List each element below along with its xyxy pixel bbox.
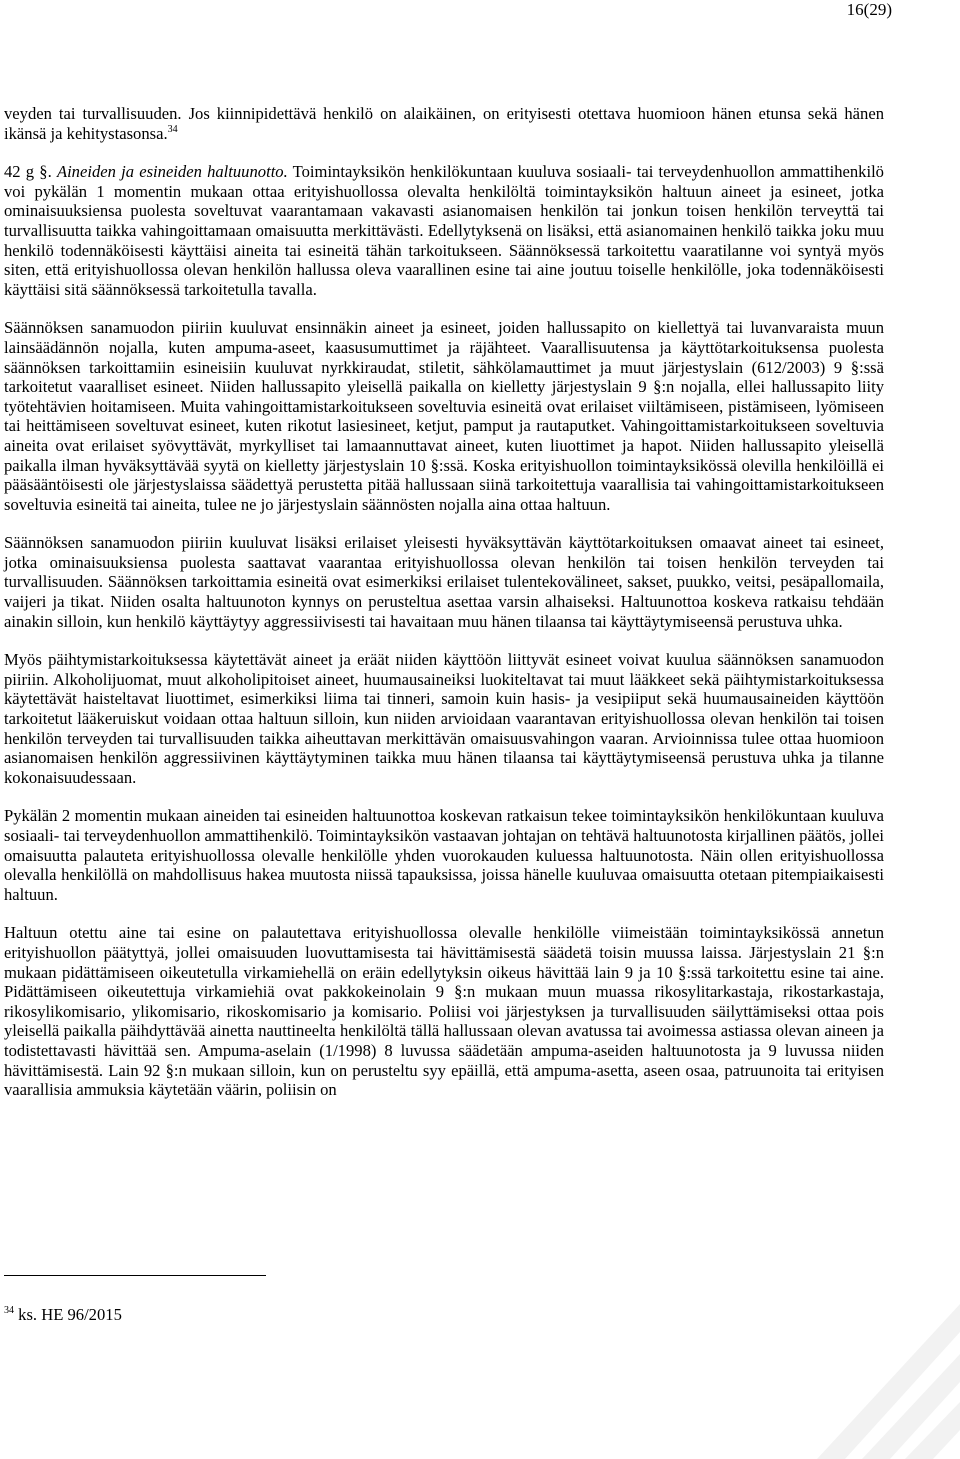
footnote-reference[interactable]: 34 — [167, 123, 178, 135]
footnote — [4, 1305, 122, 1325]
paragraph-decision-maker: Pykälän 2 momentin mukaan aineiden tai esineiden haltuunottoa koskevan ratkaisun tekee toimintayksikön henkilökuntaan kuuluva sosiaali- tai terveydenhuollon ammattihenkilö. Toimintayksikön vastaavan johtajan on tehtävä haltuunotosta kirjallinen päätös, jollei omaisuutta palauteta erityishuollossa olevalle henkilölle yhden vuorokauden kuluessa haltuunotosta. Näin ollen erityishuollossa olevalla henkilöllä on mahdollisuus hakea muutosta niissä tapauksissa, joissa hänelle kuuluvaa omaisuutta otetaan pitempiaikaisesti haltuun. — [4, 806, 884, 904]
footnote-number: 34 — [4, 1305, 14, 1316]
footnote-divider — [4, 1275, 266, 1276]
paragraph-return-of-items: Haltuun otettu aine tai esine on palautettava erityishuollossa olevalle henkilölle viimeistään toimintayksikössä annetun erityishuollon päätyttyä, jollei omaisuuden luovuttamisesta tai hävittämisestä säädetä toisin muussa laissa. Järjestyslain 21 §:n mukaan pidättämiseen oikeutetulla virkamiehellä on eräin edellytyksin oikeus hävittää lain 9 ja 10 §:ssä tarkoitettu esine tai aine. Pidättämiseen oikeutettuja virkamiehiä ovat pakkokeinolain 9 §:n mukaan muun muassa rikosylitarkastaja, rikostarkastaja, rikosylikomisario, ylikomisario, rikoskomisario ja komisario. Poliisi voi järjestyksen ja turvallisuuden säilyttämiseksi ottaa pois yleisellä paikalla päihdyttävää ainetta nauttineelta henkilöltä tällä hallussaan olevan avatussa tai avoimessa astiassa olevan aineen ja todistettavasti hävittää sen. Ampuma-aselain (1/1998) 8 luvussa säädetään ampuma-aseiden haltuunotosta ja 9 luvussa niiden hävittämisestä. Lain 92 §:n mukaan silloin, kun on perusteltu syy epäillä, että ampuma-asetta, aseen osaa, patruunoita tai erityisen vaarallisia ammuksia käytetään väärin, poliisin on — [4, 923, 884, 1100]
paragraph-section-42g — [4, 162, 884, 299]
paragraph-prohibited-items: Säännöksen sanamuodon piiriin kuuluvat ensinnäkin aineet ja esineet, joiden hallussapito on kiellettyä tai luvanvaraista muun lainsäädännön nojalla, kuten ampuma-aseet, kaasusumuttimet ja räjähteet. Vaarallisuutensa ja käyttötarkoituksensa puolesta säännöksen tarkoittamiin esineisiin kuuluvat nyrkkiraudat, stiletit, sähkölamauttimet ja muut järjestyslain (612/2003) 9 §:ssä tarkoitetut vaaralliset esineet. Niiden hallussapito yleisellä paikalla on kielletty järjestyslain 9 §:n nojalla, ellei hallussapito liity työtehtävien hoitamiseen. Muita vahingoittamistarkoitukseen soveltuvia esineitä ovat erilaiset viiltämiseen, pistämiseen, lyömiseen tai heittämiseen soveltuvat esineet, kuten rikotut lasiesineet, ketjut, pamput ja rautaputket. Vahingoittamistarkoitukseen soveltuvia aineita ovat erilaiset syövyttävät, myrkylliset tai lamaannuttavat aineet, kuten liuottimet ja hapot. Niiden hallussapito yleisellä paikalla ilman hyväksyttävää syytä on kielletty järjestyslain 10 §:ssä. Koska erityishuollon toimintayksikössä olevilla henkilöillä ei pääsääntöisesti ole järjestyslaissa säädettyä perustetta pitää hallussaan siinä tarkoitettuja vaarallisia tai vahingoittamistarkoitukseen soveltuvia esineitä tai aineita, tulee ne jo järjestyslain säännösten nojalla aina ottaa haltuun. — [4, 318, 884, 514]
section-number: 42 g §. — [4, 162, 52, 182]
section-heading: Aineiden ja esineiden haltuunotto. — [56, 162, 288, 182]
footnote-text: ks. HE 96/2015 — [18, 1305, 122, 1324]
paragraph-continuation — [4, 104, 884, 143]
document-body — [4, 104, 884, 1119]
page-number: 16(29) — [846, 0, 892, 19]
paragraph-common-items: Säännöksen sanamuodon piiriin kuuluvat lisäksi erilaiset yleisesti hyväksyttävän käyttötarkoituksen omaavat aineet tai esineet, jotka ominaisuuksiensa puolesta saattavat vaarantaa erityishuollossa olevan henkilön tai toisen henkilön terveyden tai turvallisuuden. Säännöksen tarkoittamia esineitä ovat esimerkiksi erilaiset tulentekovälineet, sakset, puukko, veitsi, pesäpallomaila, vaijeri ja tikat. Niiden osalta haltuunoton kynnys on perusteltua asettaa varsin alhaiseksi. Haltuunottoa koskeva ratkaisu tehdään ainakin silloin, kun henkilö käyttäytyy aggressiivisesti tai havaitaan muu hänen tilaansa tai käyttäytymiseensä perustuva uhka. — [4, 533, 884, 631]
paragraph-text: veyden tai turvallisuuden. Jos kiinnipidettävä henkilö on alaikäinen, on erityisesti otettava huomioon hänen etunsa sekä hänen ikänsä ja kehitystasonsa. — [4, 104, 884, 143]
corner-watermark-graphic — [785, 1284, 960, 1459]
paragraph-intoxicants: Myös päihtymistarkoituksessa käytettävät aineet ja eräät niiden käyttöön liittyvät esineet voivat kuulua säännöksen sanamuodon piiriin. Alkoholijuomat, muut alkoholipitoiset aineet, huumausaineiksi luokiteltavat tai muut lääkkeet sekä päihtymistarkoituksessa käytettävät haisteltavat liuottimet, esimerkiksi liima tai tinneri, samoin kuin hasis- ja vesipiiput sekä huumausaineiden käyttöön tarkoitetut lääkeruiskut voidaan ottaa haltuun silloin, kun niiden arvioidaan vaarantavan erityishuollossa olevan henkilön tai toisen henkilön terveyden tai turvallisuuden taikka aiheuttavan merkittävän omaisuusvahingon vaaran. Arvioinnissa tulee ottaa huomioon asianomaisen henkilön aggressiivinen käyttäytyminen taikka muu hänen tilaansa tai käyttäytymiseensä perustuva uhka ja tilanne kokonaisuudessaan. — [4, 650, 884, 787]
paragraph-text: Toimintayksikön henkilökuntaan kuuluva sosiaali- tai terveydenhuollon ammattihenkilö voi pykälän 1 momentin mukaan ottaa erityishuollossa olevalta henkilöltä toimintayksikön haltuun aineet ja esineet, jotka ominaisuuksiensa puolesta soveltuvat vaarantamaan vakavasti asianomaisen henkilön tai jonkun toisen henkilön terveyttä tai turvallisuutta taikka vahingoittamaan omaisuutta merkittävästi. Edellytyksenä on lisäksi, että asianomainen henkilö taikka joku muu henkilö todennäköisesti käyttäisi aineita tai esineitä tähän tarkoitukseen. Säännöksessä tarkoitettu vaaratilanne voi syntyä myös siten, että erityishuollossa olevan henkilön hallussa oleva vaarallinen esine tai aine joutuu toiselle henkilölle, joka todennäköisesti käyttäisi sitä säännöksessä tarkoitetulla tavalla. — [4, 162, 884, 299]
